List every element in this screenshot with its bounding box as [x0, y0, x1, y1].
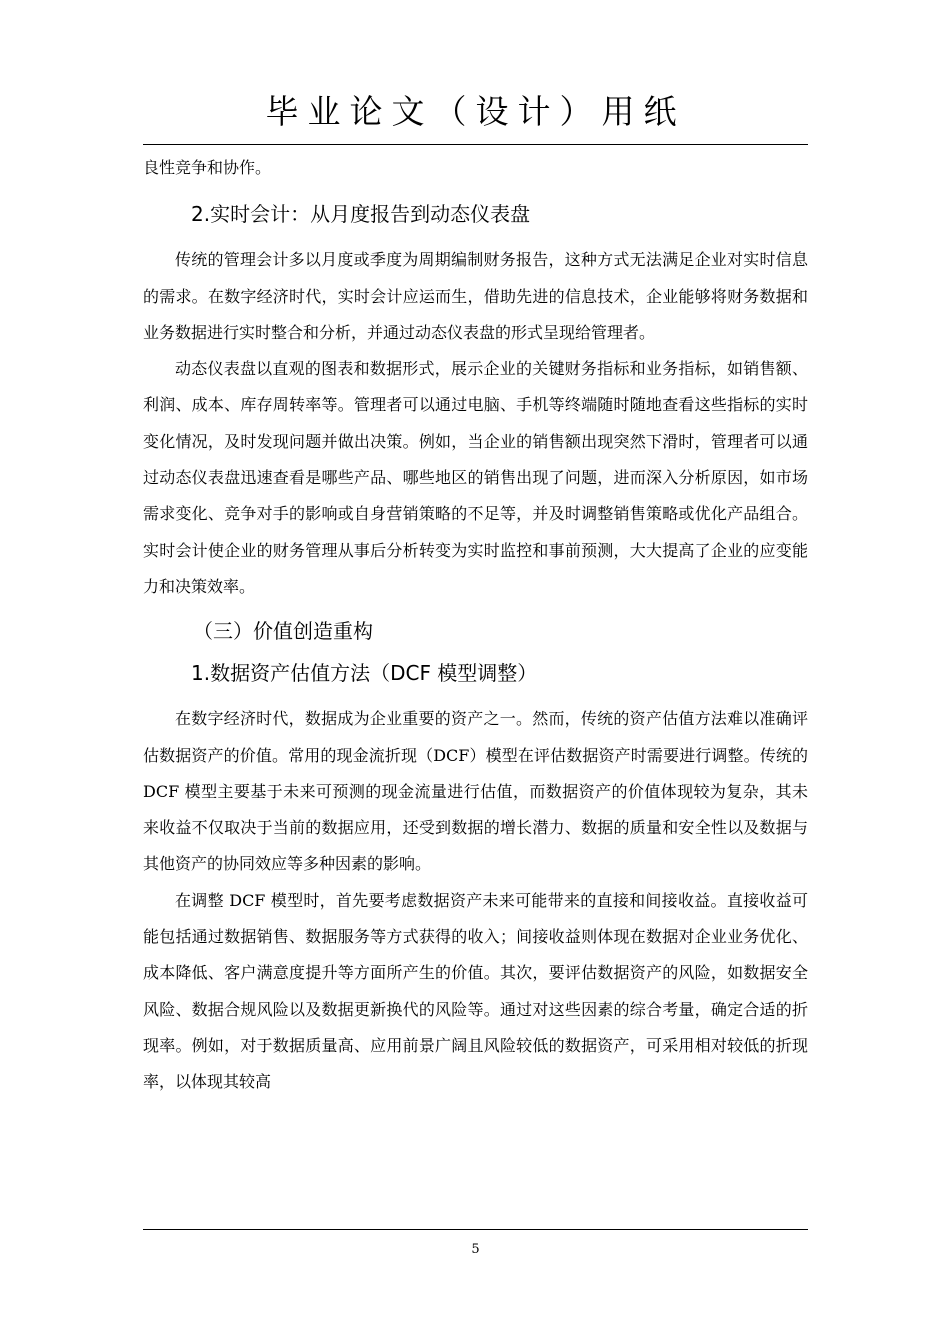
paragraph-dynamic-dashboard: 动态仪表盘以直观的图表和数据形式，展示企业的关键财务指标和业务指标，如销售额、利润、成本、库存周转率等。管理者可以通过电脑、手机等终端随时随地查看这些指标的实时变化情况，及时发现问题并做出决策。例如，当企业的销售额出现突然下滑时，管理者可以通过动态仪表盘迅速查看是哪些产品、哪些地区的销售出现了问题，进而深入分析原因，如市场需求变化、竞争对手的影响或自身营销策略的不足等，并及时调整销售策略或优化产品组合。实时会计使企业的财务管理从事后分析转变为实时监控和事前预测，大大提高了企业的应变能力和决策效率。	[143, 359, 808, 596]
heading-section-value-creation: （三）价值创造重构	[193, 619, 373, 644]
document-body	[143, 150, 808, 1101]
paragraph-continuation: 良性竞争和协作。	[143, 158, 272, 177]
page-header	[143, 88, 808, 136]
heading-realtime-accounting: 2.实时会计：从月度报告到动态仪表盘	[191, 202, 531, 227]
header-rule	[143, 144, 808, 145]
header-title: 毕业论文（设计）用纸	[265, 92, 686, 131]
footer-rule	[143, 1229, 808, 1230]
paragraph-dcf-adjustment: 在调整 DCF 模型时，首先要考虑数据资产未来可能带来的直接和间接收益。直接收益可能包括通过数据销售、数据服务等方式获得的收入；间接收益则体现在数据对企业业务优化、成本降低、客户满意度提升等方面所产生的价值。其次，要评估数据资产的风险，如数据安全风险、数据合规风险以及数据更新换代的风险等。通过对这些因素的综合考量，确定合适的折现率。例如，对于数据质量高、应用前景广阔且风险较低的数据资产，可采用相对较低的折现率，以体现其较高	[143, 890, 808, 1092]
page-number: 5	[471, 1242, 480, 1257]
paragraph-traditional-reporting: 传统的管理会计多以月度或季度为周期编制财务报告，这种方式无法满足企业对实时信息的需求。在数字经济时代，实时会计应运而生，借助先进的信息技术，企业能够将财务数据和业务数据进行实时整合和分析，并通过动态仪表盘的形式呈现给管理者。	[143, 250, 808, 342]
paragraph-data-asset-dcf: 在数字经济时代，数据成为企业重要的资产之一。然而，传统的资产估值方法难以准确评估数据资产的价值。常用的现金流折现（DCF）模型在评估数据资产时需要进行调整。传统的 DCF 模型主要基于未来可预测的现金流量进行估值，而数据资产的价值体现较为复杂，其未来收益不仅取决于当前的数据应用，还受到数据的增长潜力、数据的质量和安全性以及数据与其他资产的协同效应等多种因素的影响。	[143, 709, 808, 874]
heading-data-asset-valuation: 1.数据资产估值方法（DCF 模型调整）	[191, 661, 538, 686]
